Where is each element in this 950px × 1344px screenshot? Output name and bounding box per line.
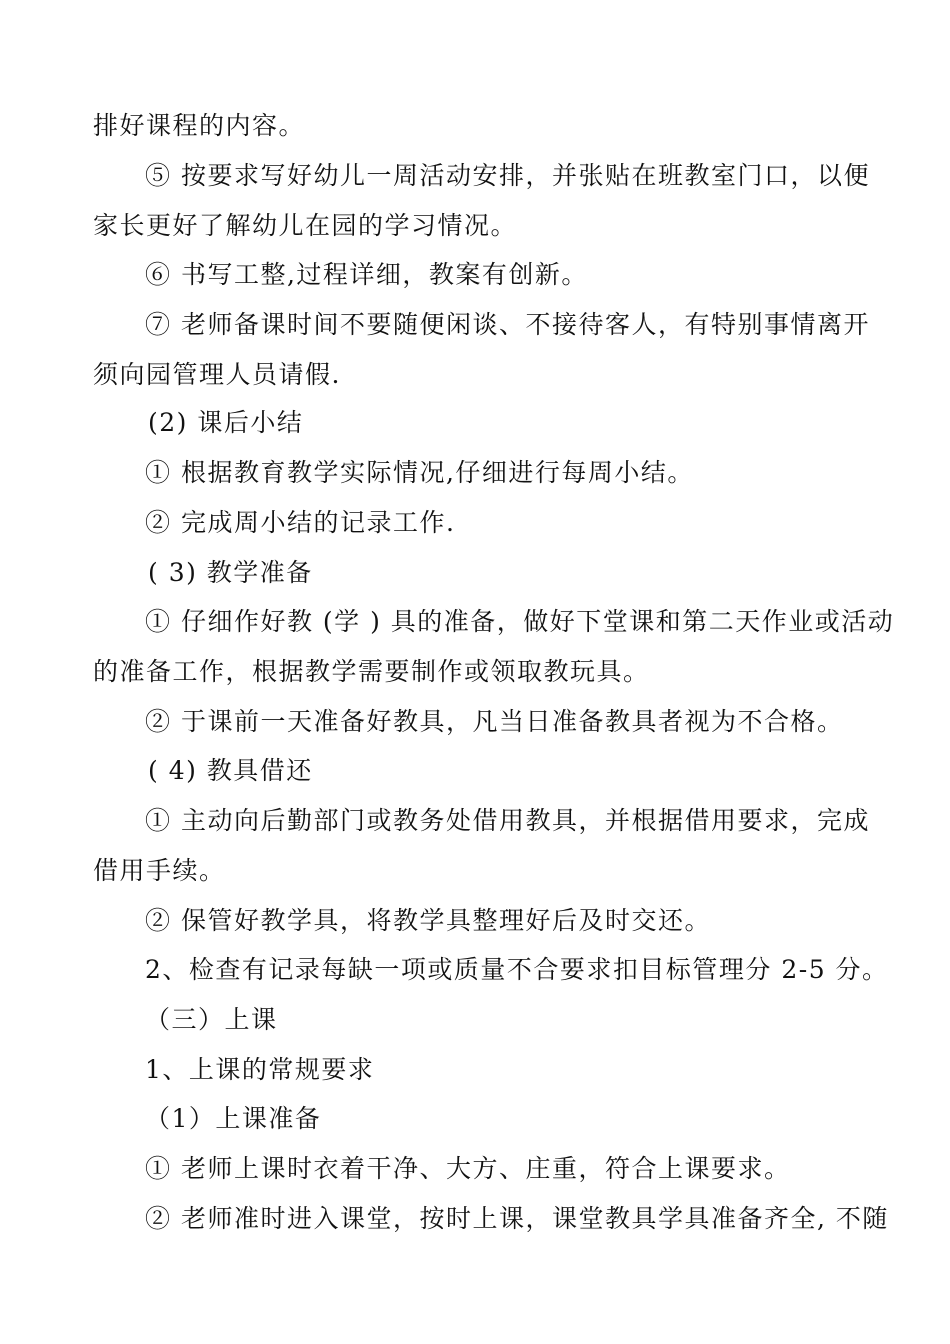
text-line: ① 主动向后勤部门或教务处借用教具，并根据借用要求，完成 — [145, 806, 870, 835]
text-line: ② 老师准时进入课堂，按时上课，课堂教具学具准备齐全, 不随 — [145, 1204, 889, 1233]
text-line: ② 保管好教学具，将教学具整理好后及时交还。 — [145, 906, 711, 935]
section-heading: (2) 课后小结 — [148, 408, 304, 437]
text-line: 须向园管理人员请假. — [93, 360, 341, 389]
text-line: ⑤ 按要求写好幼儿一周活动安排，并张贴在班教室门口，以便 — [145, 161, 870, 190]
text-line: ② 于课前一天准备好教具，凡当日准备教具者视为不合格。 — [145, 707, 844, 736]
section-heading: （三）上课 — [145, 1005, 278, 1034]
section-heading: ( 4) 教具借还 — [148, 756, 313, 785]
text-line: ① 老师上课时衣着干净、大方、庄重，符合上课要求。 — [145, 1154, 791, 1183]
text-line: ① 根据教育教学实际情况,仔细进行每周小结。 — [145, 458, 694, 487]
text-line: ② 完成周小结的记录工作. — [145, 508, 456, 537]
text-line: ⑥ 书写工整,过程详细，教案有创新。 — [145, 260, 588, 289]
text-line: 2、检查有记录每缺一项或质量不合要求扣目标管理分 2-5 分。 — [145, 955, 889, 984]
text-line: 的准备工作，根据教学需要制作或领取教玩具。 — [93, 657, 650, 686]
section-heading: ( 3) 教学准备 — [148, 558, 313, 587]
text-line: 家长更好了解幼儿在园的学习情况。 — [93, 211, 518, 240]
text-line: ⑦ 老师备课时间不要随便闲谈、不接待客人，有特别事情离开 — [145, 310, 870, 339]
text-line: ① 仔细作好教 (学 ) 具的准备，做好下堂课和第二天作业或活动 — [145, 607, 895, 636]
text-line: 排好课程的内容。 — [93, 111, 306, 140]
section-heading: 1、上课的常规要求 — [145, 1055, 375, 1084]
text-line: 借用手续。 — [93, 856, 226, 885]
section-heading: （1）上课准备 — [145, 1104, 322, 1133]
